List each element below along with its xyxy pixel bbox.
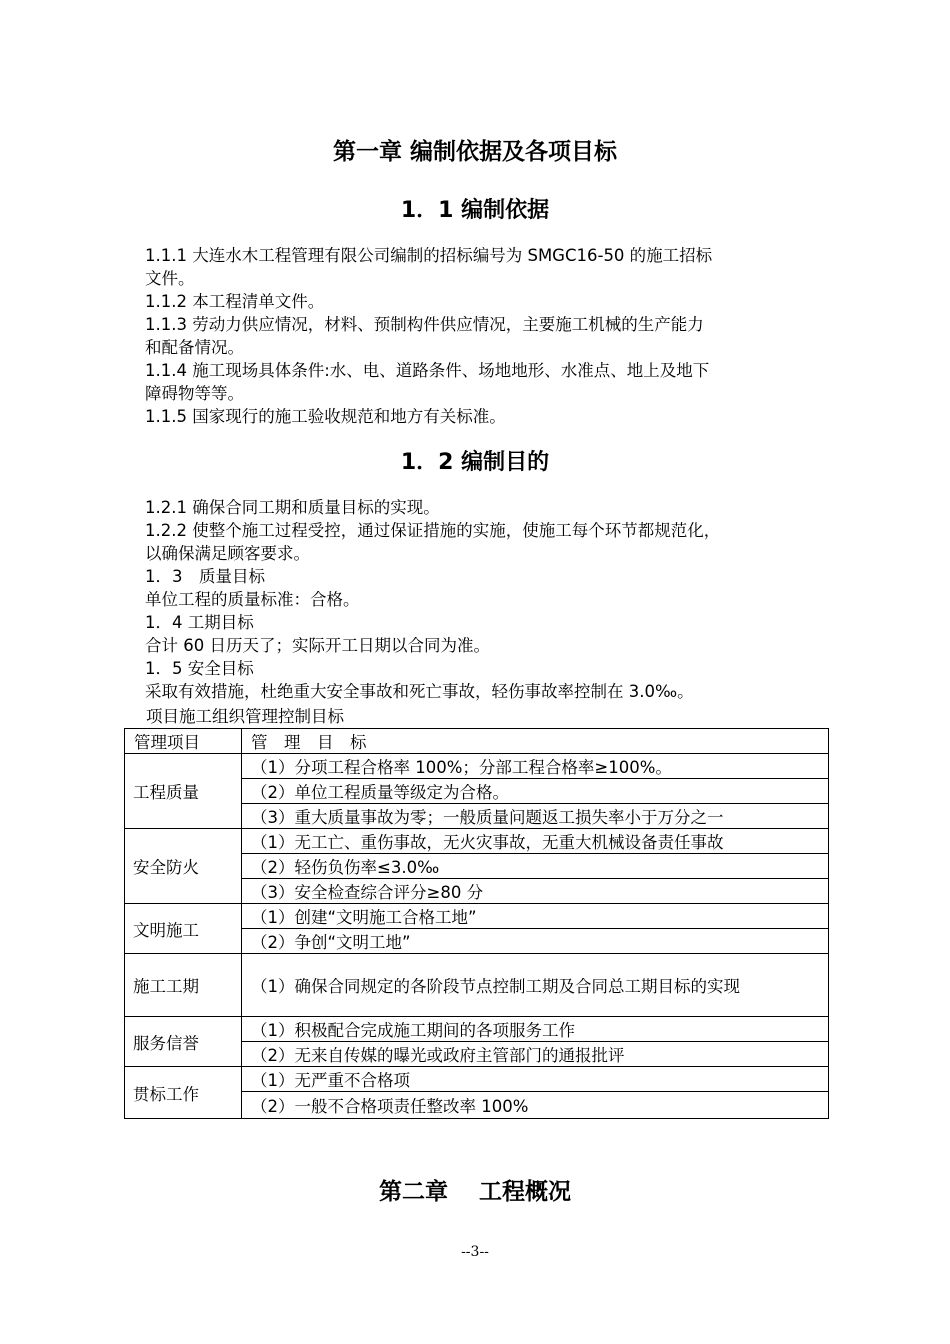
paragraph-line: 1.1.5 国家现行的施工验收规范和地方有关标准。 — [145, 407, 506, 426]
header-goals: 管 理 目 标 — [242, 729, 829, 754]
chapter-1-title: 第一章 编制依据及各项目标 — [332, 139, 617, 165]
paragraph-line: 障碍物等等。 — [145, 384, 244, 403]
header-category: 管理项目 — [125, 729, 242, 754]
table-row — [125, 754, 829, 779]
category-cell: 安全防火 — [125, 829, 242, 904]
paragraph-line: 1.2.2 使整个施工过程受控，通过保证措施的实施，使施工每个环节都规范化， — [145, 521, 721, 540]
paragraph-line: 1．3 质量目标 — [145, 567, 265, 586]
goal-cell: （2）一般不合格项责任整改率 100% — [242, 1092, 829, 1119]
chapter-2-title: 第二章 工程概况 — [378, 1179, 571, 1205]
paragraph-line: 1.1.1 大连水木工程管理有限公司编制的招标编号为 SMGC16-50 的施工招标 — [145, 246, 713, 265]
goal-cell: （1）确保合同规定的各阶段节点控制工期及合同总工期目标的实现 — [242, 954, 829, 1017]
table-row — [125, 1067, 829, 1092]
table-row — [125, 954, 829, 1017]
paragraph-line: 采取有效措施，杜绝重大安全事故和死亡事故，轻伤事故率控制在 3.0‰。 — [145, 682, 694, 701]
goal-cell: （1）无严重不合格项 — [242, 1067, 829, 1092]
paragraph-line: 1.1.3 劳动力供应情况，材料、预制构件供应情况，主要施工机械的生产能力 — [145, 315, 704, 334]
paragraph-line: 合计 60 日历天了；实际开工日期以合同为准。 — [145, 636, 490, 655]
goal-cell: （2）轻伤负伤率≤3.0‰ — [242, 854, 829, 879]
goal-cell: （1）分项工程合格率 100%；分部工程合格率≥100%。 — [242, 754, 829, 779]
goal-cell: （2）争创“文明工地” — [242, 929, 829, 954]
goal-cell: （2）单位工程质量等级定为合格。 — [242, 779, 829, 804]
goal-cell: （3）重大质量事故为零；一般质量问题返工损失率小于万分之一 — [242, 804, 829, 829]
goal-cell: （2）无来自传媒的曝光或政府主管部门的通报批评 — [242, 1042, 829, 1067]
section-1-2-heading: 1．2 编制目的 — [400, 450, 550, 475]
table-row — [125, 1017, 829, 1042]
section-1-2-body — [145, 496, 815, 703]
management-goals-table — [124, 728, 829, 1119]
table-row — [125, 904, 829, 929]
table-row — [125, 829, 829, 854]
paragraph-line: 1．4 工期目标 — [145, 613, 254, 632]
category-cell: 施工工期 — [125, 954, 242, 1017]
paragraph-line: 1.1.4 施工现场具体条件:水、电、道路条件、场地地形、水准点、地上及地下 — [145, 361, 710, 380]
paragraph-line: 1.2.1 确保合同工期和质量目标的实现。 — [145, 498, 440, 517]
table-header-row — [125, 729, 829, 754]
paragraph-line: 和配备情况。 — [145, 338, 244, 357]
paragraph-line: 1.1.2 本工程清单文件。 — [145, 292, 325, 311]
paragraph-line: 1．5 安全目标 — [145, 659, 254, 678]
section-1-1-heading: 1．1 编制依据 — [400, 198, 550, 223]
category-cell: 工程质量 — [125, 754, 242, 829]
goal-cell: （1）积极配合完成施工期间的各项服务工作 — [242, 1017, 829, 1042]
category-cell: 服务信誉 — [125, 1017, 242, 1067]
goal-cell: （1）创建“文明施工合格工地” — [242, 904, 829, 929]
category-cell: 文明施工 — [125, 904, 242, 954]
goal-cell: （1）无工亡、重伤事故，无火灾事故，无重大机械设备责任事故 — [242, 829, 829, 854]
paragraph-line: 文件。 — [145, 269, 195, 288]
paragraph-line: 以确保满足顾客要求。 — [145, 544, 310, 563]
page-number: --3-- — [461, 1244, 489, 1260]
paragraph-line: 单位工程的质量标准：合格。 — [145, 590, 360, 609]
section-1-1-body — [145, 244, 815, 428]
goal-cell: （3）安全检查综合评分≥80 分 — [242, 879, 829, 904]
category-cell: 贯标工作 — [125, 1067, 242, 1119]
table-caption: 项目施工组织管理控制目标 — [146, 707, 344, 726]
